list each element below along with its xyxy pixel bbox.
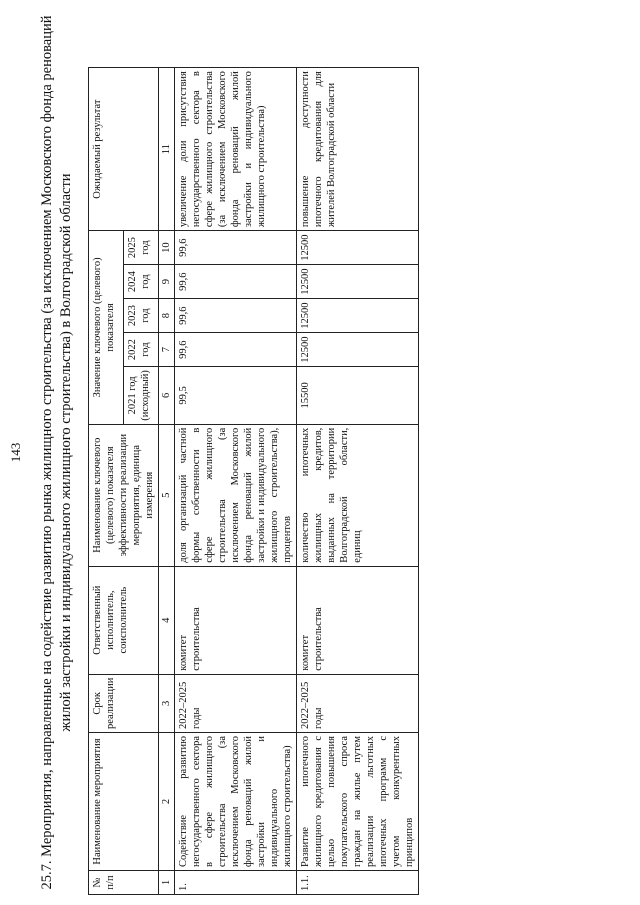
row-result: повышение доступности ипотечного кредитования для жителей Волгоградской области [297,68,419,231]
header-year: 2021 год (исходный) [124,367,159,425]
row-term: 2022–2025 годы [297,674,419,732]
row-num: 1.1. [297,871,419,895]
table-row [297,68,419,895]
header-indicator: Наименование ключевого (целевого) показателя эффективности реализации мероприятия, единица измерения [89,424,159,566]
header-term: Срок реализации [89,674,159,732]
header-name: Наименование мероприятия [89,733,159,871]
column-number: 8 [159,299,175,333]
row-value: 99,5 [175,367,297,425]
header-values-group: Значение ключевого (целевого) показателя [89,231,124,425]
column-number: 5 [159,424,175,566]
table-row [175,68,297,895]
row-name: Содействие развитию негосударственного сектора в сфере жилищного строительства (за исключением Московского фонда реноваций жилой застройки и индивидуального жилищного строительства) [175,733,297,871]
row-num: 1. [175,871,297,895]
row-term: 2022–2025 годы [175,674,297,732]
row-value: 15500 [297,367,419,425]
row-value: 99,6 [175,333,297,367]
row-indicator: количество ипотечных жилищных кредитов, выданных на территории Волгоградской области, единиц [297,424,419,566]
row-value: 99,6 [175,231,297,265]
column-number: 9 [159,265,175,299]
row-result: увеличение доли присутствия негосударственного сектора в сфере жилищного строительства (за исключением Московского фонда реноваций жилой застройки и индивидуального жилищного строительства) [175,68,297,231]
header-year: 2024 год [124,265,159,299]
row-indicator: доля организаций частной формы собственности в сфере жилищного строительства (за исключением Московского фонда реноваций жилой застройки и индивидуального жилищного строительства), процентов [175,424,297,566]
column-number: 1 [159,871,175,895]
row-value: 12500 [297,299,419,333]
row-value: 12500 [297,231,419,265]
header-year: 2022 год [124,333,159,367]
column-number: 2 [159,733,175,871]
row-value: 12500 [297,333,419,367]
header-result: Ожидаемый результат [89,68,159,231]
section-heading: 25.7. Мероприятия, направленные на содействие развитию рынка жилищного строительства (за исключением Московского фонда реноваций жилой застройки и индивидуального жилищного строительства) в Волгоградской области [39,15,74,890]
row-value: 99,6 [175,265,297,299]
row-executor: комитет строительства [175,566,297,674]
column-number: 4 [159,566,175,674]
row-executor: комитет строительства [297,566,419,674]
column-number: 7 [159,333,175,367]
header-row [89,68,124,895]
column-number: 10 [159,231,175,265]
row-value: 12500 [297,265,419,299]
row-name: Развитие ипотечного жилищного кредитования с целью повышения покупательского спроса граждан на жилье путем реализации льготных ипотечных программ с учетом конкурентных принципов [297,733,419,871]
page-number: 143 [8,442,23,463]
column-number: 6 [159,367,175,425]
header-year: 2025 год [124,231,159,265]
column-numbers-row [159,68,175,895]
header-year: 2023 год [124,299,159,333]
column-number: 11 [159,68,175,231]
measures-table [88,67,419,895]
header-num: № п/п [89,871,159,895]
column-number: 3 [159,674,175,732]
header-executor: Ответственный исполнитель, соисполнитель [89,566,159,674]
row-value: 99,6 [175,299,297,333]
